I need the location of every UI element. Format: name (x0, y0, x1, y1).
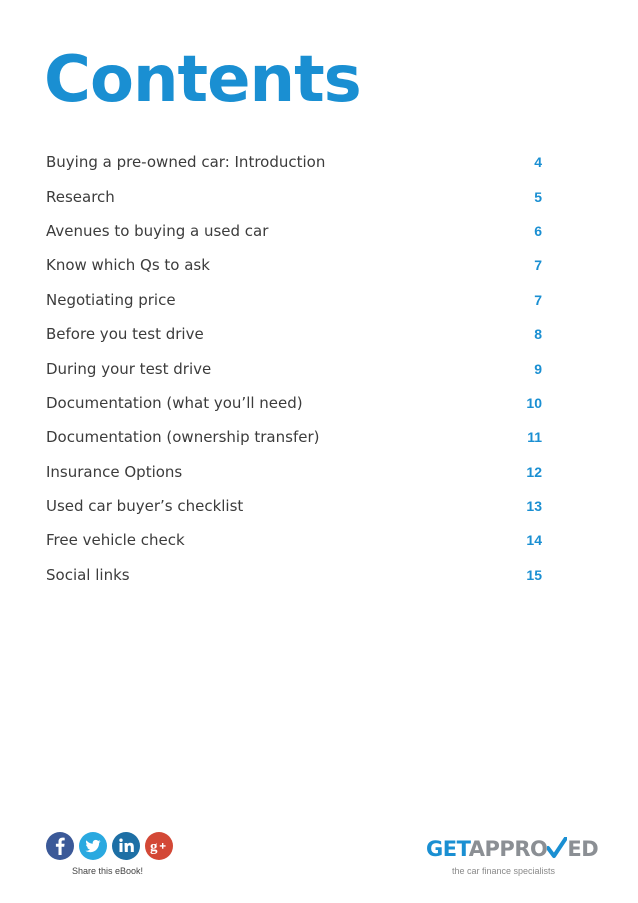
toc-item[interactable] (46, 386, 542, 420)
toc-item[interactable] (46, 420, 542, 454)
toc-item-label: During your test drive (46, 359, 212, 378)
toc-item-label: Free vehicle check (46, 531, 185, 550)
toc-item-page: 8 (534, 326, 542, 343)
svg-text:g: g (150, 839, 158, 855)
toc-item-label: Know which Qs to ask (46, 256, 210, 275)
toc-item-label: Social links (46, 565, 130, 584)
toc-item-label: Insurance Options (46, 462, 183, 481)
toc-item-page: 14 (526, 532, 542, 549)
toc-item[interactable] (46, 248, 542, 282)
toc-item-page: 10 (526, 394, 542, 411)
toc-item-label: Documentation (what you’ll need) (46, 393, 303, 412)
logo-get-text: GET (426, 837, 469, 861)
toc-item[interactable] (46, 317, 542, 351)
share-ebook-text: Share this eBook! (72, 866, 144, 876)
toc-item-label: Before you test drive (46, 325, 204, 344)
logo-ed-text: ED (567, 837, 599, 861)
toc-item-label: Negotiating price (46, 290, 176, 309)
toc-item-label: Used car buyer’s checklist (46, 497, 244, 516)
toc-item[interactable] (46, 523, 542, 557)
table-of-contents (46, 145, 542, 592)
toc-item[interactable] (46, 179, 542, 213)
toc-item-page: 15 (526, 566, 542, 583)
toc-item-label: Buying a pre-owned car: Introduction (46, 153, 326, 172)
toc-item[interactable] (46, 145, 542, 179)
logo-appro-text: APPRO (468, 837, 548, 861)
toc-item-page: 7 (534, 291, 542, 308)
toc-item[interactable] (46, 283, 542, 317)
toc-item-page: 11 (527, 429, 542, 446)
twitter-icon[interactable] (79, 832, 107, 860)
toc-item[interactable] (46, 351, 542, 385)
toc-item-page: 12 (526, 463, 542, 480)
toc-item[interactable] (46, 489, 542, 523)
toc-item[interactable] (46, 558, 542, 592)
toc-item-label: Documentation (ownership transfer) (46, 428, 320, 447)
google-plus-icon[interactable] (145, 832, 173, 860)
facebook-icon[interactable] (46, 832, 74, 860)
toc-item-page: 7 (534, 257, 542, 274)
social-share-bar (46, 832, 173, 860)
toc-item-page: 13 (526, 498, 542, 515)
brand-tagline: the car finance specialists (452, 866, 556, 876)
linkedin-icon[interactable] (112, 832, 140, 860)
toc-item-page: 4 (534, 154, 542, 171)
toc-item-page: 6 (534, 222, 542, 239)
toc-item[interactable] (46, 214, 542, 248)
toc-item-page: 5 (534, 188, 542, 205)
toc-item[interactable] (46, 455, 542, 489)
toc-item-label: Avenues to buying a used car (46, 221, 269, 240)
toc-item-page: 9 (534, 360, 542, 377)
page-title: Contents (44, 43, 361, 117)
get-approved-logo (426, 835, 598, 863)
checkmark-icon (547, 837, 567, 859)
toc-item-label: Research (46, 187, 115, 206)
